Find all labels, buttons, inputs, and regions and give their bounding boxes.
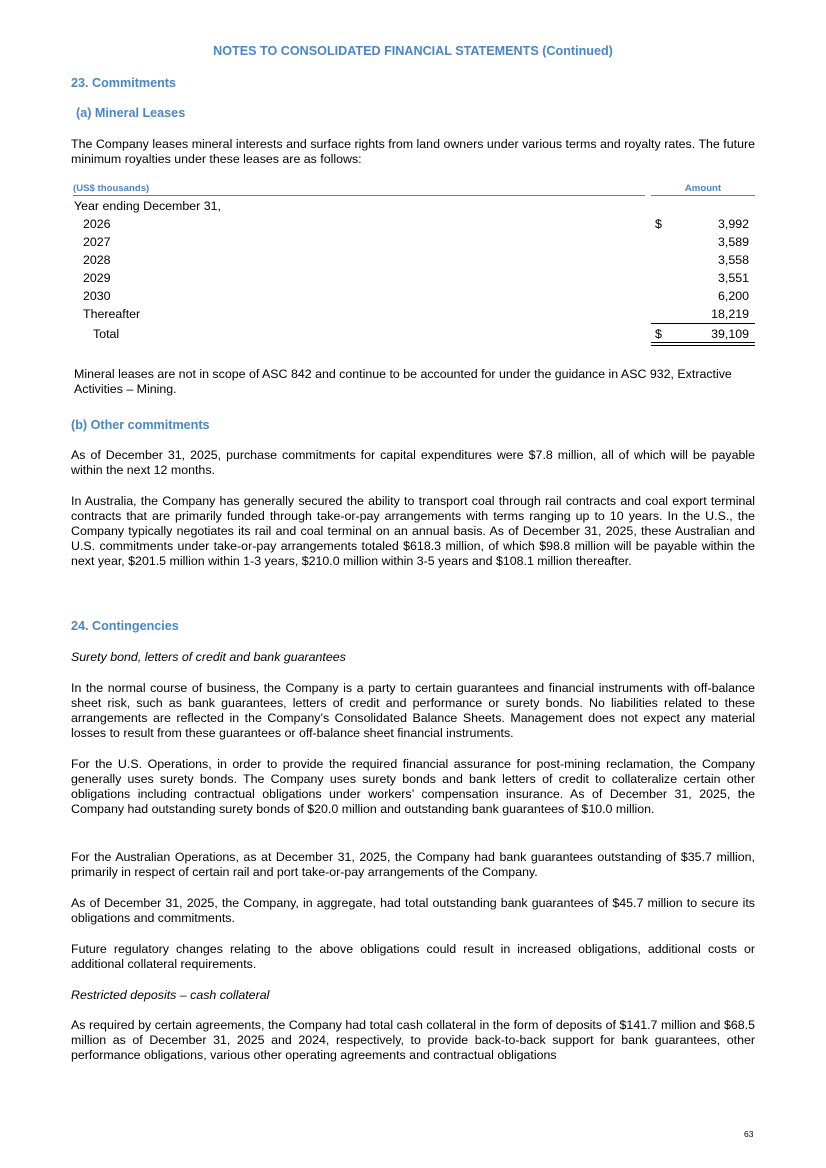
row-amount: 3,589 [717, 235, 749, 249]
capex-commitments-paragraph: As of December 31, 2025, purchase commitments for capital expenditures were $7.8 million, all of which will be payable within the next 12 months. [71, 448, 755, 477]
section-24-heading: 24. Contingencies [71, 619, 179, 633]
surety-subheading: Surety bond, letters of credit and bank guarantees [71, 650, 346, 664]
row-year-label: 2027 [83, 235, 111, 249]
row-year-label: Thereafter [83, 307, 141, 321]
us-operations-paragraph: For the U.S. Operations, in order to provide the required financial assurance for post-mining reclamation, the Company generally uses surety bonds. The Company uses surety bonds and bank letters of credit to collateralize certain other obligations including contractual obligations under workers’ compensation insurance. As of December 31, 2025, the Company had outstanding surety bonds of $20.0 million and outstanding bank guarantees of $10.0 million. [71, 757, 755, 816]
row-year-label: 2028 [83, 253, 111, 267]
row-amount: 3,558 [717, 253, 749, 267]
aggregate-guarantees-paragraph: As of December 31, 2025, the Company, in aggregate, had total outstanding bank guarantees of $45.7 million to secure its obligations and commitments. [71, 896, 755, 925]
row-currency: $ [655, 217, 662, 231]
row-year-label: 2026 [83, 217, 111, 231]
total-double-rule-top [651, 342, 755, 343]
row-amount: 3,551 [717, 271, 749, 285]
australian-operations-paragraph: For the Australian Operations, as at December 31, 2025, the Company had bank guarantees outstanding of $35.7 million, primarily in respect of certain rail and port take-or-pay arrangements of the Company. [71, 850, 755, 879]
subtotal-rule [651, 323, 755, 324]
cash-collateral-paragraph: As required by certain agreements, the Company had total cash collateral in the form of deposits of $141.7 million and $68.5 million as of December 31, 2025 and 2024, respectively, to provide back-to-back support for bank guarantees, other performance obligations, various other operating agreements and contractual obligations [71, 1018, 755, 1062]
section-23-heading: 23. Commitments [71, 76, 176, 90]
mineral-leases-intro: The Company leases mineral interests and surface rights from land owners under various terms and royalty rates. The future minimum royalties under these leases are as follows: [71, 137, 755, 166]
mineral-leases-heading: (a) Mineral Leases [76, 106, 186, 120]
page-title: NOTES TO CONSOLIDATED FINANCIAL STATEMENTS (Continued) [213, 44, 613, 58]
total-amount: 39,109 [711, 327, 749, 341]
row-amount: 6,200 [717, 289, 749, 303]
total-currency: $ [655, 327, 662, 341]
row-amount: 3,992 [717, 217, 749, 231]
total-label: Total [93, 327, 120, 341]
table-group-label: Year ending December 31, [74, 199, 221, 213]
row-year-label: 2030 [83, 289, 111, 303]
take-or-pay-paragraph: In Australia, the Company has generally secured the ability to transport coal through rail contracts and coal export terminal contracts that are primarily funded through take-or-pay arrangements with terms ranging up to 10 years. In the U.S., the Company typically negotiates its rail and coal terminal on an annual basis. As of December 31, 2025, these Australian and U.S. commitments under take-or-pay arrangements totaled $618.3 million, of which $98.8 million will be payable within the next year, $201.5 million within 1-3 years, $210.0 million within 3-5 years and $108.1 million thereafter. [71, 494, 755, 568]
table-header-amount: Amount [651, 183, 755, 196]
page-number: 63 [744, 1129, 754, 1139]
row-year-label: 2029 [83, 271, 111, 285]
row-amount: 18,219 [711, 307, 749, 321]
total-double-rule-bottom [651, 345, 755, 346]
other-commitments-heading: (b) Other commitments [71, 418, 210, 432]
restricted-deposits-subheading: Restricted deposits – cash collateral [71, 988, 270, 1002]
guarantees-paragraph: In the normal course of business, the Company is a party to certain guarantees and financial instruments with off-balance sheet risk, such as bank guarantees, letters of credit and performance or surety bonds. No liabilities related to these arrangements are reflected in the Company’s Consolidated Balance Sheets. Management does not expect any material losses to result from these guarantees or off-balance sheet financial instruments. [71, 681, 755, 740]
regulatory-changes-paragraph: Future regulatory changes relating to the above obligations could result in increased obligations, additional costs or additional collateral requirements. [71, 942, 755, 971]
table-header-label: (US$ thousands) [73, 183, 645, 196]
lease-scope-note: Mineral leases are not in scope of ASC 842 and continue to be accounted for under the guidance in ASC 932, Extractive Activities – Mining. [74, 367, 732, 396]
